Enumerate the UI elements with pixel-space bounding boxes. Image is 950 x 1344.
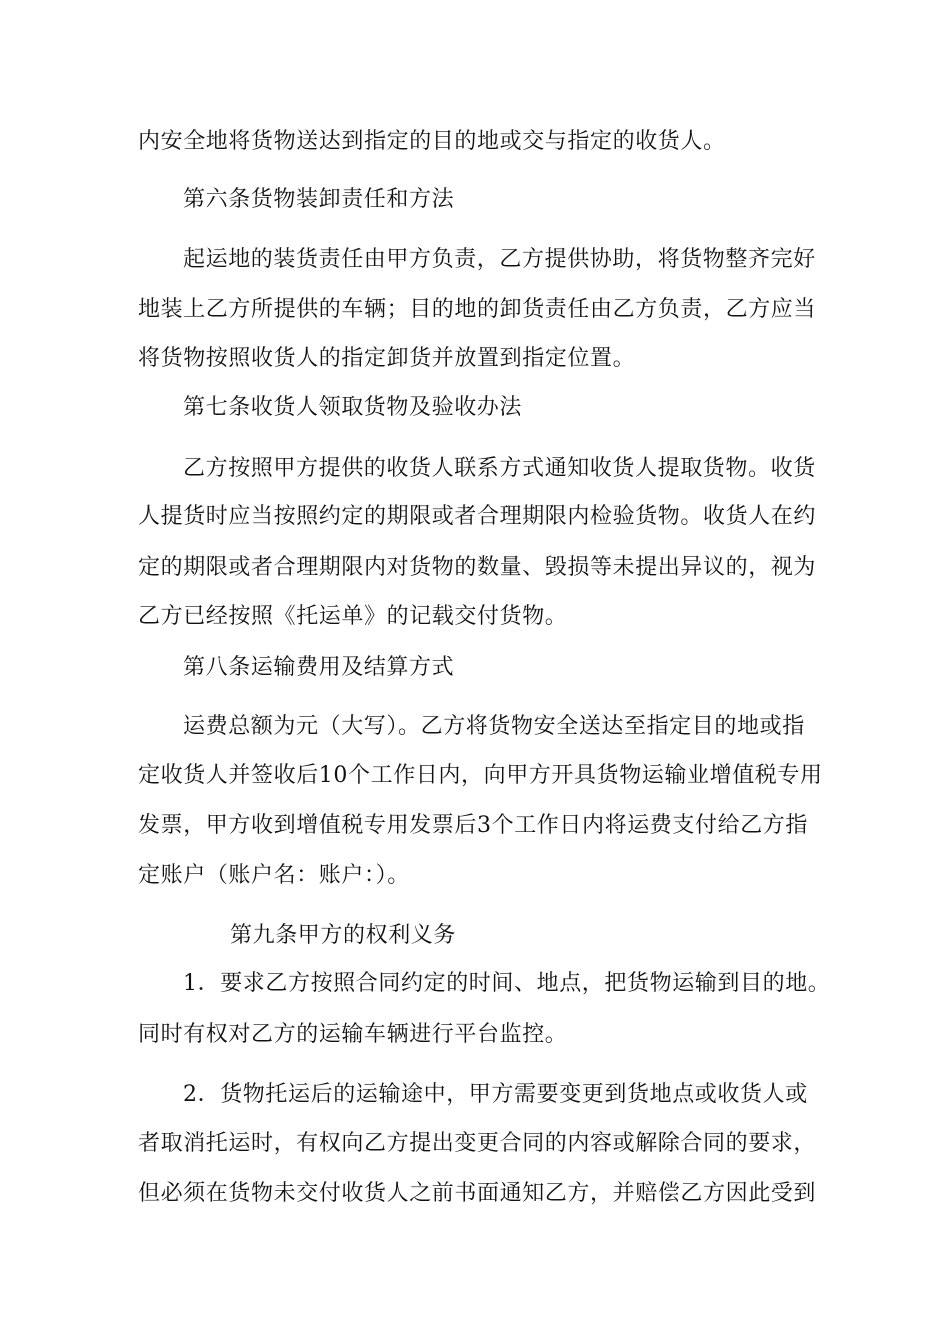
paragraph-line: 起运地的装货责任由甲方负责，乙方提供协助，将货物整齐完好 (183, 247, 816, 272)
paragraph-line: 乙方已经按照《托运单》的记载交付货物。 (138, 604, 568, 629)
paragraph-line: 地装上乙方所提供的车辆；目的地的卸货责任由乙方负责，乙方应当 (138, 297, 817, 322)
paragraph-line: 但必须在货物未交付收货人之前书面通知乙方，并赔偿乙方因此受到 (138, 1181, 817, 1206)
list-item-2: 2．货物托运后的运输途中，甲方需要变更到货地点或收货人或 (183, 1082, 808, 1107)
paragraph-line: 人提货时应当按照约定的期限或者合理期限内检验货物。收货人在约 (138, 504, 817, 529)
paragraph-line: 同时有权对乙方的运输车辆进行平台监控。 (138, 1022, 568, 1047)
paragraph-line: 内安全地将货物送达到指定的目的地或交与指定的收货人。 (138, 129, 726, 154)
paragraph-line: 发票，甲方收到增值税专用发票后3个工作日内将运费支付给乙方指 (138, 813, 808, 838)
paragraph-line: 将货物按照收货人的指定卸货并放置到指定位置。 (138, 346, 636, 371)
paragraph-line: 定账户（账户名：账户：）。 (138, 863, 410, 888)
section-heading-6: 第六条货物装卸责任和方法 (183, 187, 455, 212)
section-heading-8: 第八条运输费用及结算方式 (183, 655, 455, 680)
section-heading-7: 第七条收货人领取货物及验收办法 (183, 395, 523, 420)
paragraph-line: 定收货人并签收后10个工作日内，向甲方开具货物运输业增值税专用 (138, 763, 823, 788)
section-heading-9: 第九条甲方的权利义务 (230, 923, 457, 948)
paragraph-line: 者取消托运时，有权向乙方提出变更合同的内容或解除合同的要求， (138, 1131, 817, 1156)
paragraph-line: 运费总额为元（大写）。乙方将货物安全送达至指定目的地或指 (183, 714, 805, 739)
list-item-1: 1．要求乙方按照合同约定的时间、地点，把货物运输到目的地。 (183, 971, 831, 996)
paragraph-line: 定的期限或者合理期限内对货物的数量、毁损等未提出异议的，视为 (138, 555, 817, 580)
paragraph-line: 乙方按照甲方提供的收货人联系方式通知收货人提取货物。收货 (183, 456, 816, 481)
